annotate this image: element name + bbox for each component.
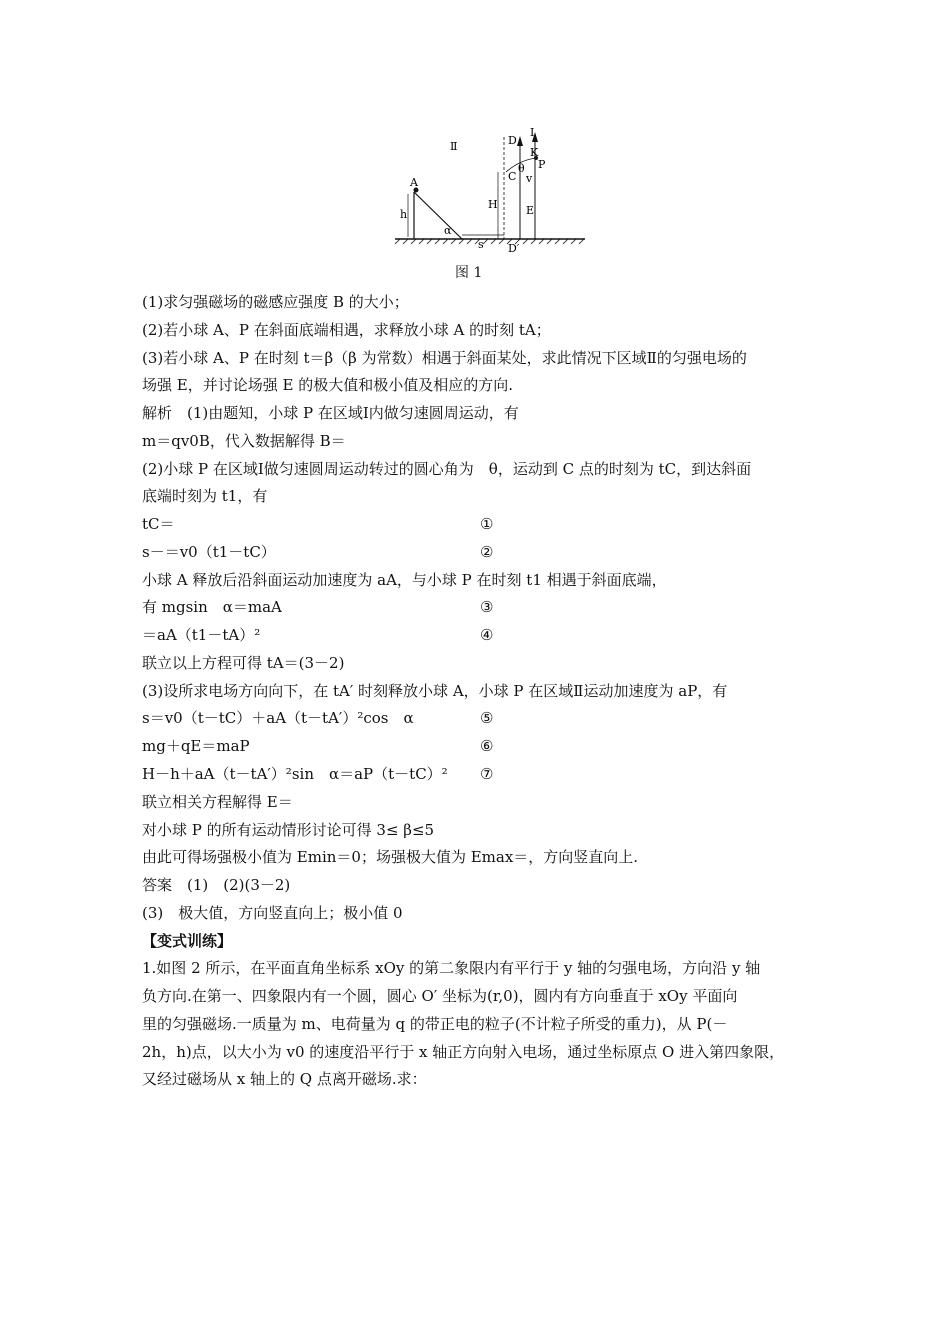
label-E: E	[526, 204, 535, 217]
label-H: H	[488, 198, 498, 211]
label-P: P	[538, 158, 546, 171]
analysis-3-result: 联立相关方程解得 E＝	[142, 793, 293, 811]
answer: 答案 (1) (2)(3－2)	[142, 876, 291, 894]
question-1: (1)求匀强磁场的磁感应强度 B 的大小；	[142, 293, 409, 311]
label-region-2: Ⅱ	[450, 140, 458, 153]
eq-num-3: ③	[480, 598, 494, 616]
variant-1-line-1: 1.如图 2 所示，在平面直角坐标系 xOy 的第二象限内有平行于 y 轴的匀强电场，方向沿 y 轴	[142, 959, 761, 977]
analysis-3: (3)设所求电场方向向下，在 tA′ 时刻释放小球 A，小球 P 在区域Ⅱ运动加速度为 aP，有	[142, 682, 728, 700]
equation-7: H－h＋aA（t－tA′）²sin α＝aP（t－tC）²	[142, 765, 448, 783]
eq-num-2: ②	[480, 543, 494, 561]
question-3: (3)若小球 A、P 在时刻 t＝β（β 为常数）相遇于斜面某处，求此情况下区域Ⅱ的匀强电场的	[142, 349, 747, 367]
label-s: s	[478, 238, 484, 251]
equation-5: s＝v0（t－tC）＋aA（t－tA′）²cos α	[142, 709, 414, 727]
eq-num-4: ④	[480, 626, 494, 644]
answer-3: (3) 极大值，方向竖直向上；极小值 0	[142, 904, 403, 922]
label-alpha: α	[444, 224, 452, 237]
label-h: h	[400, 208, 408, 221]
label-v: v	[526, 172, 533, 185]
analysis-2-cont: 底端时刻为 t1，有	[142, 487, 268, 505]
label-C: C	[508, 170, 517, 183]
analysis-3-extrema: 由此可得场强极小值为 Emin＝0；场强极大值为 Emax＝，方向竖直向上.	[142, 848, 639, 866]
figure-1	[390, 122, 590, 252]
analysis-1-eq: m＝qv0B，代入数据解得 B＝	[142, 432, 346, 450]
label-D-prime: D′	[508, 242, 520, 252]
equation-2: s－＝v0（t1－tC）	[142, 543, 276, 561]
equation-1: tC＝	[142, 515, 175, 533]
label-theta: θ	[518, 162, 525, 175]
analysis-2-result: 联立以上方程可得 tA＝(3－2)	[142, 654, 345, 672]
analysis-2: (2)小球 P 在区域Ⅰ做匀速圆周运动转过的圆心角为 θ，运动到 C 点的时刻为 tC，到达斜面	[142, 460, 752, 478]
label-A: A	[410, 176, 418, 189]
variant-1-line-3: 里的匀强磁场.一质量为 m、电荷量为 q 的带正电的粒子(不计粒子所受的重力)，从 P(－	[142, 1015, 728, 1033]
analysis-2-accel: 小球 A 释放后沿斜面运动加速度为 aA，与小球 P 在时刻 t1 相遇于斜面底端，	[142, 571, 667, 589]
variant-1-line-4: 2h，h)点，以大小为 v0 的速度沿平行于 x 轴正方向射入电场，通过坐标原点 O 进入第四象限，	[142, 1043, 785, 1061]
eq-num-5: ⑤	[480, 709, 494, 727]
eq-num-1: ①	[480, 515, 494, 533]
eq-num-7: ⑦	[480, 765, 494, 783]
figure-caption: 图 1	[455, 265, 483, 281]
label-K: K	[530, 146, 539, 159]
label-D: D	[508, 134, 517, 147]
variant-heading: 【变式训练】	[142, 932, 233, 950]
question-2: (2)若小球 A、P 在斜面底端相遇，求释放小球 A 的时刻 tA；	[142, 321, 551, 339]
question-3-cont: 场强 E，并讨论场强 E 的极大值和极小值及相应的方向.	[142, 376, 513, 394]
equation-3: 有 mgsin α＝maA	[142, 598, 282, 616]
eq-num-6: ⑥	[480, 737, 494, 755]
equation-6: mg＋qE＝maP	[142, 737, 250, 755]
equation-4: ＝aA（t1－tA）²	[142, 626, 261, 644]
variant-1-line-5: 又经过磁场从 x 轴上的 Q 点离开磁场.求：	[142, 1070, 427, 1088]
analysis-1: 解析 (1)由题知，小球 P 在区域Ⅰ内做匀速圆周运动，有	[142, 404, 519, 422]
label-region-1: Ⅰ	[530, 126, 535, 139]
variant-1-line-2: 负方向.在第一、四象限内有一个圆，圆心 O′ 坐标为(r,0)，圆内有方向垂直于 xOy 平面向	[142, 987, 738, 1005]
analysis-3-range: 对小球 P 的所有运动情形讨论可得 3≤ β≤5	[142, 821, 435, 839]
